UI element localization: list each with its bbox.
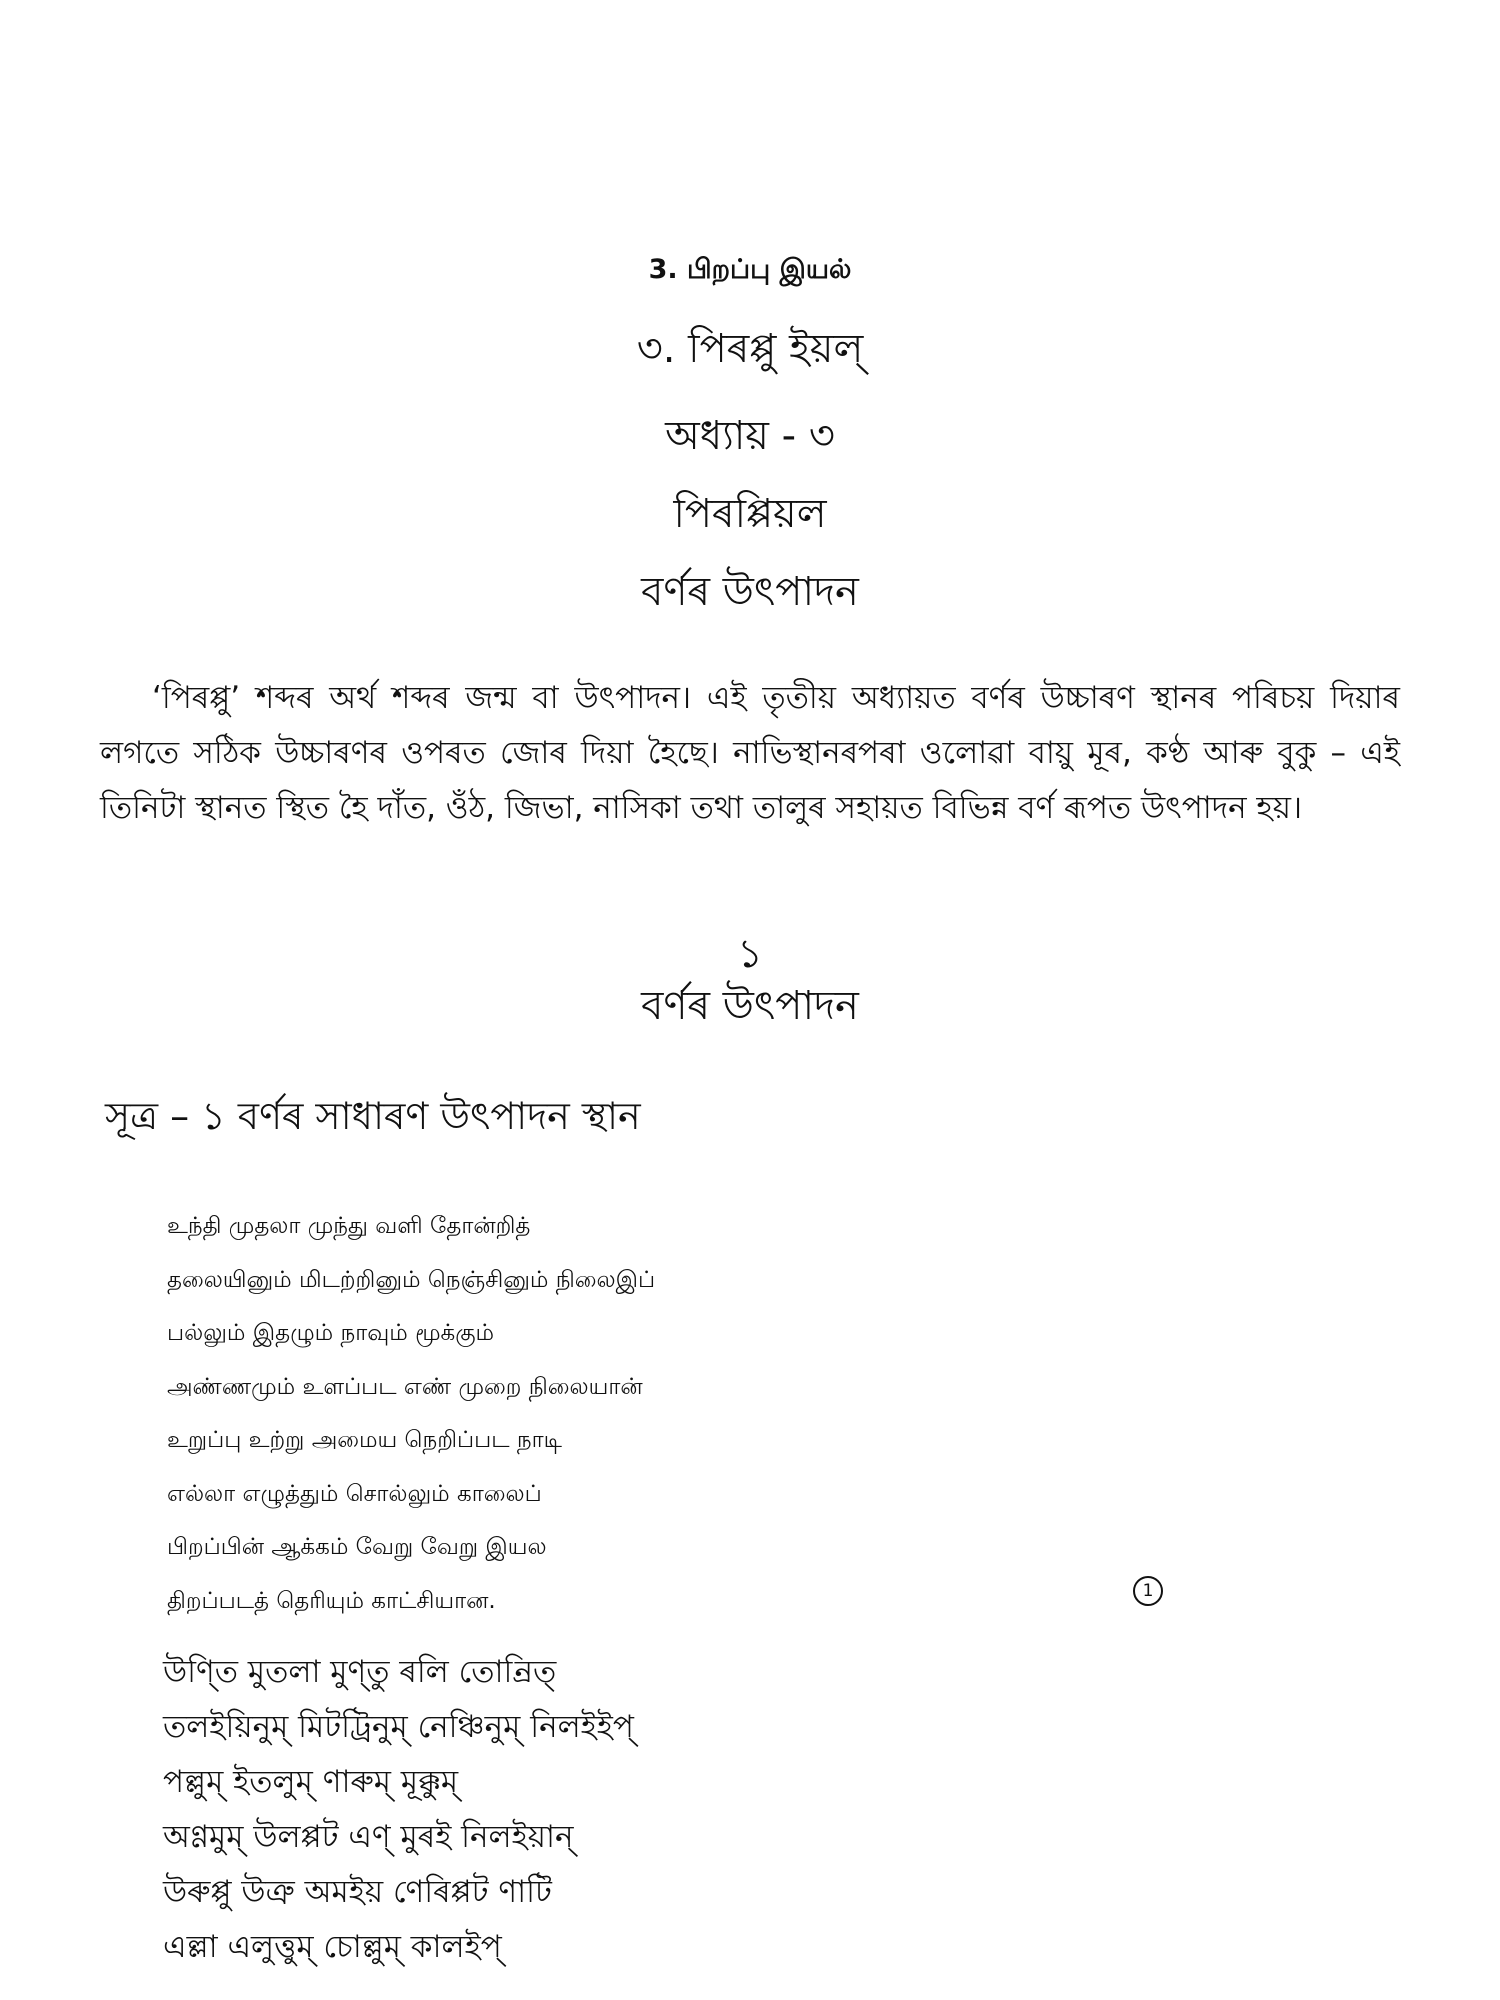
verse-line: உறுப்பு உற்று அமைய நெறிப்பட நாடி <box>167 1427 562 1453</box>
sutra-heading: সূত্ৰ – ১ বৰ্ণৰ সাধাৰণ উৎপাদন স্থান <box>105 1094 641 1138</box>
verse-number-badge: 1 <box>1133 1576 1163 1606</box>
verse-line: உந்தி முதலா முந்து வளி தோன்றித் <box>167 1213 531 1239</box>
tamil-verse <box>167 1200 1167 1628</box>
verse-line: தலையினும் மிடற்றினும் நெஞ்சினும் நிலைஇப் <box>167 1266 656 1293</box>
verse-line: திறப்படத் தெரியும் காட்சியான. <box>167 1587 496 1614</box>
translit-line: উৰুপ্পু উত্ৰু অমইয় ণেৰিপ্পট ণাটি <box>163 1874 552 1910</box>
chapter-topic: বৰ্ণৰ উৎপাদন <box>641 569 859 615</box>
section-number: ১ <box>737 931 763 977</box>
verse-line: அண்ணமும் உளப்பட எண் முறை நிலையான் <box>167 1373 643 1400</box>
tamil-chapter-title: 3. பிறப்பு இயல் <box>648 254 852 285</box>
verse-line: பிறப்பின் ஆக்கம் வேறு வேறு இயல <box>167 1534 547 1560</box>
chapter-label: অধ্যায় - ৩ <box>665 413 835 459</box>
verse-line: எல்லா எழுத்தும் சொல்லும் காலைப் <box>167 1480 542 1507</box>
verse-line: பல்லும் இதழும் நாவும் மூக்கும் <box>167 1320 495 1346</box>
translit-line: পল্লুম্ ইতলুম্ ণাৰুম্ মূক্কুম্ <box>163 1764 459 1800</box>
intro-paragraph: ‘পিৰপ্পু’ শব্দৰ অৰ্থ শব্দৰ জন্ম বা উৎপাদন। এই তৃতীয় অধ্যায়ত বৰ্ণৰ উচ্চাৰণ স্থানৰ পৰিচয় দিয়াৰ লগতে সঠিক উচ্চাৰণৰ ওপৰত জোৰ দিয়া হৈছে। নাভিস্থানৰপৰা ওলোৱা বায়ু মূৰ, কণ্ঠ আৰু বুকু – এই তিনিটা স্থানত স্থিত হৈ দাঁত, ওঁঠ, জিভা, নাসিকা তথা তালুৰ সহায়ত বিভিন্ন বৰ্ণ ৰূপত উৎপাদন হয়। <box>100 680 1400 826</box>
translit-line: তলইয়িনুম্ মিটট্ৰিনুম্ নেঞ্চিনুম্ নিলইইপ্ <box>163 1709 634 1745</box>
chapter-name: পিৰপ্পিয়ল <box>673 491 827 537</box>
transliterated-chapter-title: ৩. পিৰপ্পু ইয়ল্ <box>636 326 864 372</box>
section-title: বৰ্ণৰ উৎপাদন <box>641 983 859 1029</box>
translit-line: অণ্ণমুম্ উলপ্পট এণ্ মুৰই নিলইয়ান্ <box>163 1819 574 1855</box>
translit-line: এল্লা এলুত্তুম্ চোল্লুম্ কালইপ্ <box>163 1929 502 1965</box>
translit-line: উণ্তি মুতলা মুণ্তু ৰলি তোন্ৰিত্ <box>163 1654 557 1690</box>
transliterated-verse <box>163 1645 634 1975</box>
